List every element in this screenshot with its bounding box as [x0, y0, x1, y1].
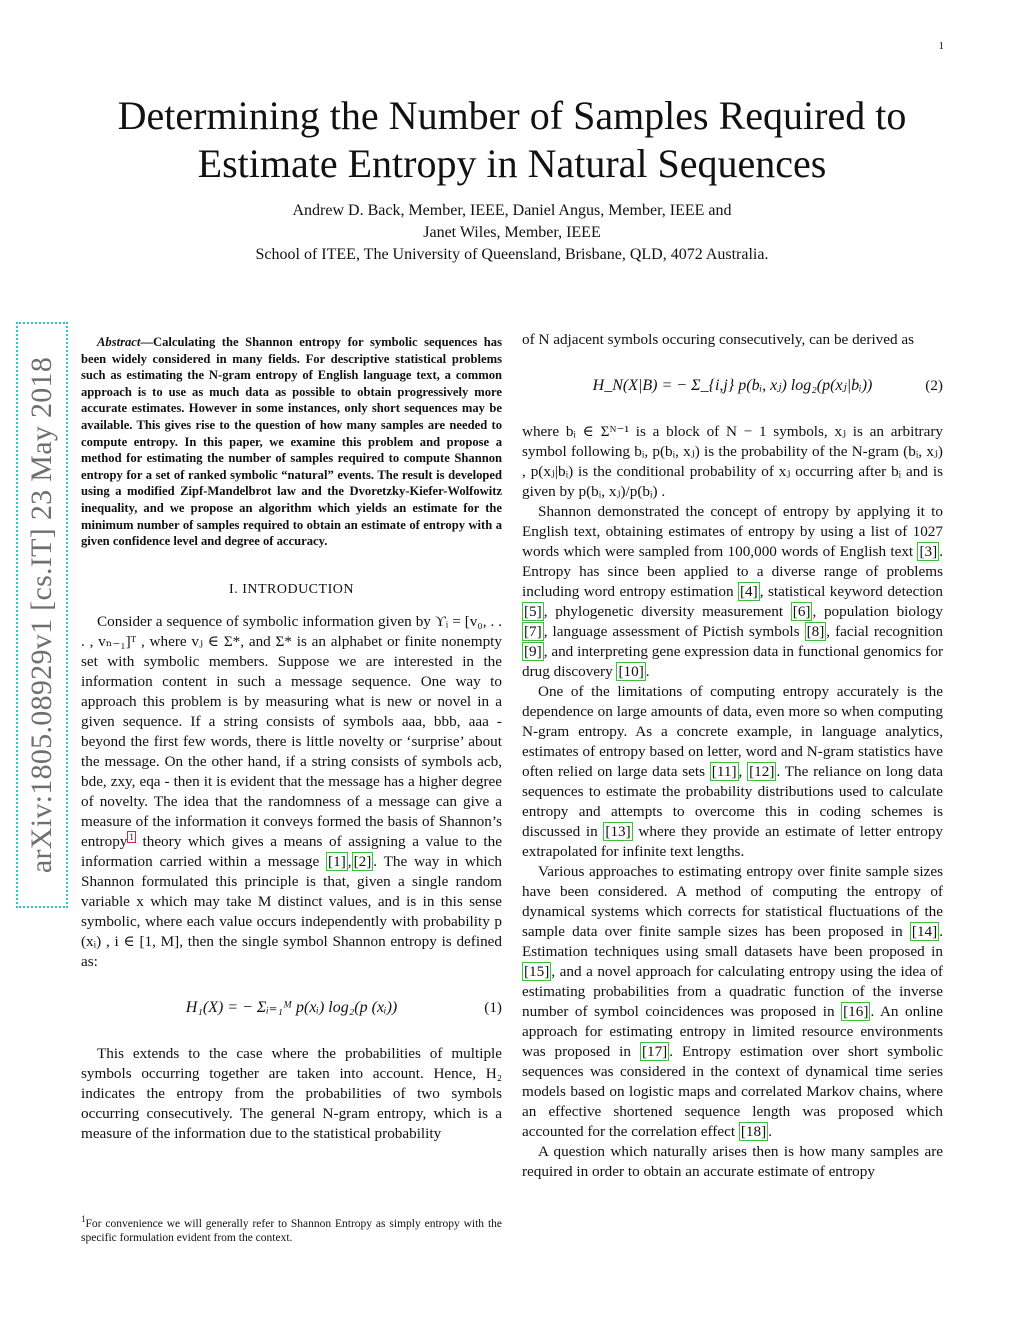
- abstract-label: Abstract: [97, 335, 141, 349]
- right-paragraph-5: A question which naturally arises then is how many samples are required in order to obtain an accurate estimate of entropy: [522, 1143, 943, 1180]
- citation-link[interactable]: [2]: [353, 852, 372, 870]
- authors-line-2: Janet Wiles, Member, IEEE: [423, 224, 601, 241]
- right-paragraph-0: of N adjacent symbols occuring consecutively, can be derived as: [522, 331, 915, 348]
- footnote-number: 1: [81, 1214, 86, 1224]
- text: , phylogenetic diversity measurement: [543, 603, 791, 620]
- right-paragraph-2: [522, 502, 943, 682]
- text: . The reliance on long data sequences to estimate the probability distributions used to calculate entropy and attempts to overcome this in coding schemes is discussed in: [522, 763, 944, 840]
- affiliation: School of ITEE, The University of Queensland, Brisbane, QLD, 4072 Australia.: [255, 246, 769, 263]
- text: . An online approach for estimating entropy in limited resource environments was proposed in: [522, 1003, 944, 1060]
- abstract-text: —Calculating the Shannon entropy for symbolic sequences has been widely considered in many fields. For descriptive statistical problems such as estimating the N-gram entropy of English language text, a common approach is to use as much data as possible to obtain progressively more accurate estimates. However in some instances, only short sequences may be available. This gives rise to the question of how many samples are needed to compute entropy. In this paper, we examine this problem and propose a method for estimating the number of samples required to compute Shannon entropy for a set of ranked symbolic “natural” events. The result is developed using a modified Zipf-Mandelbrot law and the Dvoretzky-Kiefer-Wolfowitz inequality, and we propose an algorithm which yields an estimate for the minimum number of samples required to obtain an estimate of entropy with a given confidence level and degree of accuracy.: [81, 335, 502, 549]
- citation-link[interactable]: [14]: [911, 923, 938, 940]
- citation-link[interactable]: [6]: [792, 603, 811, 620]
- citation-link[interactable]: [17]: [641, 1043, 668, 1060]
- citation-link[interactable]: [3]: [919, 543, 938, 560]
- right-column: [522, 330, 943, 1182]
- intro-p1-text-c: . The way in which Shannon formulated this principle is that, given a single random variable x which may take M distinct values, and is in this sense symbolic, where each value occurs independently with probability p (xᵢ) , i ∈ [1, M], then the single symbol Shannon entropy is defined as:: [81, 852, 502, 970]
- intro-paragraph-2: This extends to the case where the probabilities of multiple symbols occurring together are taken into account. Hence, H₂ indicates the entropy from the probabilities of two symbols occurring consecutively. The general N-gram entropy, which is a measure of the information due to the statistical probability: [81, 1044, 502, 1142]
- citation-link[interactable]: [9]: [524, 643, 542, 660]
- citation-link[interactable]: [4]: [740, 583, 758, 600]
- intro-p1-text-a: Consider a sequence of symbolic information given by ϒᵢ = [v₀, . . . , vₙ₋₁]ᵀ , where vⱼ ∈ Σ*, and Σ* is an alphabet or finite nonempty set with symbolic members. Suppose we are interested in the information content in such a message sequence. One way to approach this problem is by measuring what is new or novel in a given sequence. If a string consists of symbols aaa, bbb, aaa - beyond the first few words, there is little novelty or ‘surprise’ about the message. On the other hand, if a string consists of symbols acb, bde, zxy, eqa - then it is evident that the message has a higher degree of novelty. The idea that the randomness of a message can give a measure of the information it conveys formed the basis of Shannon’s entropy: [81, 612, 502, 850]
- text: Shannon demonstrated the concept of entropy by applying it to English text, obtaining estimates of entropy by using a list of 1027 words which were sampled from 100,000 words of English text: [522, 503, 943, 560]
- equation-2-body: H_N(X|B) = − Σ_{i,j} p(bᵢ, xⱼ) log₂(p(xⱼ|bᵢ)): [592, 377, 873, 394]
- citation-link[interactable]: [10]: [618, 663, 644, 680]
- text: , language assessment of Pictish symbols: [543, 623, 805, 640]
- right-paragraph-3: [522, 682, 943, 862]
- equation-1-body: H₁(X) = − Σᵢ₌₁ᴹ p(xᵢ) log₂(p (xᵢ)): [185, 998, 398, 1016]
- text: ,: [738, 763, 748, 780]
- citation-link[interactable]: [8]: [806, 623, 825, 640]
- citation-link[interactable]: [18]: [740, 1123, 767, 1140]
- authors-line-1: Andrew D. Back, Member, IEEE, Daniel Angus, Member, IEEE and: [292, 202, 732, 219]
- text: . Estimation techniques using small datasets have been proposed in: [522, 923, 943, 960]
- equation-1: [81, 984, 502, 1032]
- paper-title: Determining the Number of Samples Required to Estimate Entropy in Natural Sequences: [117, 93, 907, 186]
- text: , statistical keyword detection: [759, 583, 943, 600]
- arxiv-identifier: arXiv:1805.08929v1 [cs.IT] 23 May 2018: [25, 356, 58, 874]
- text: , population biology: [812, 603, 943, 620]
- citation-link[interactable]: [1]: [328, 852, 346, 870]
- text: . Entropy estimation over short symbolic sequences was considered in the context of dynamical time series models based on logistic maps and correlated Markov chains, where an effective shortened sequence length was proposed which accounted for the correlation effect: [522, 1043, 943, 1140]
- equation-2: [522, 362, 943, 410]
- citation-link[interactable]: [15]: [524, 963, 550, 980]
- citation-link[interactable]: [11]: [711, 763, 737, 780]
- text: where they provide an estimate of letter entropy extrapolated for infinite text lengths.: [522, 823, 944, 860]
- right-paragraph-1: where bᵢ ∈ Σᴺ⁻¹ is a block of N − 1 symbols, xⱼ is an arbitrary symbol following bᵢ, p(bᵢ, xⱼ) is the probability of the N-gram (bᵢ, xⱼ) , p(xⱼ|bᵢ) is the conditional probability of xⱼ occurring after bᵢ and is given by p(bᵢ, xⱼ)/p(bᵢ) .: [522, 423, 943, 500]
- text: . Entropy has since been applied to a diverse range of problems including word entropy estimation: [522, 543, 943, 600]
- citation-link[interactable]: [16]: [843, 1003, 869, 1020]
- intro-p1-comma: ,: [347, 852, 352, 870]
- section-heading-introduction: I. INTRODUCTION: [229, 581, 354, 597]
- intro-paragraph-1: [81, 612, 502, 972]
- citation-link[interactable]: [12]: [749, 763, 775, 780]
- left-column: [81, 330, 502, 1144]
- citation-link[interactable]: [13]: [605, 823, 631, 840]
- text: , facial recognition: [826, 623, 943, 640]
- text: , and interpreting gene expression data in functional genomics for drug discovery: [522, 643, 943, 680]
- intro-p1-text-b: theory which gives a means of assigning a value to the information carried within a message: [81, 832, 502, 870]
- footnote: [81, 1212, 502, 1245]
- citation-link[interactable]: [7]: [524, 623, 542, 640]
- footnote-text: For convenience we will generally refer to Shannon Entropy as simply entropy with the specific formulation evident from the context.: [81, 1217, 502, 1244]
- citation-link[interactable]: [5]: [524, 603, 542, 620]
- arxiv-stamp: [16, 322, 68, 908]
- text: , and a novel approach for calculating entropy using the idea of estimating probabilities from a quadratic function of the inverse number of symbol coincidences was proposed in: [522, 963, 943, 1020]
- page-number: 1: [938, 40, 944, 52]
- right-paragraph-4: [522, 862, 943, 1142]
- footnote-marker[interactable]: 1: [129, 831, 134, 842]
- abstract: [81, 334, 502, 550]
- author-block: [80, 200, 944, 266]
- text: .: [768, 1123, 772, 1140]
- equation-2-number: (2): [925, 377, 943, 394]
- text: .: [645, 663, 650, 680]
- equation-1-number: (1): [484, 998, 502, 1016]
- text: One of the limitations of computing entropy accurately is the dependence on large amounts of data, even more so when computing N-gram entropy. As a concrete example, in language analytics, estimates of entropy based on letter, word and N-gram statistics have often relied on large data sets: [522, 683, 943, 780]
- text: Various approaches to estimating entropy over finite sample sizes have been considered. A method of computing the entropy of dynamical systems which corrects for statistical fluctuations of the sample data over finite sample sizes has been proposed in: [522, 863, 943, 940]
